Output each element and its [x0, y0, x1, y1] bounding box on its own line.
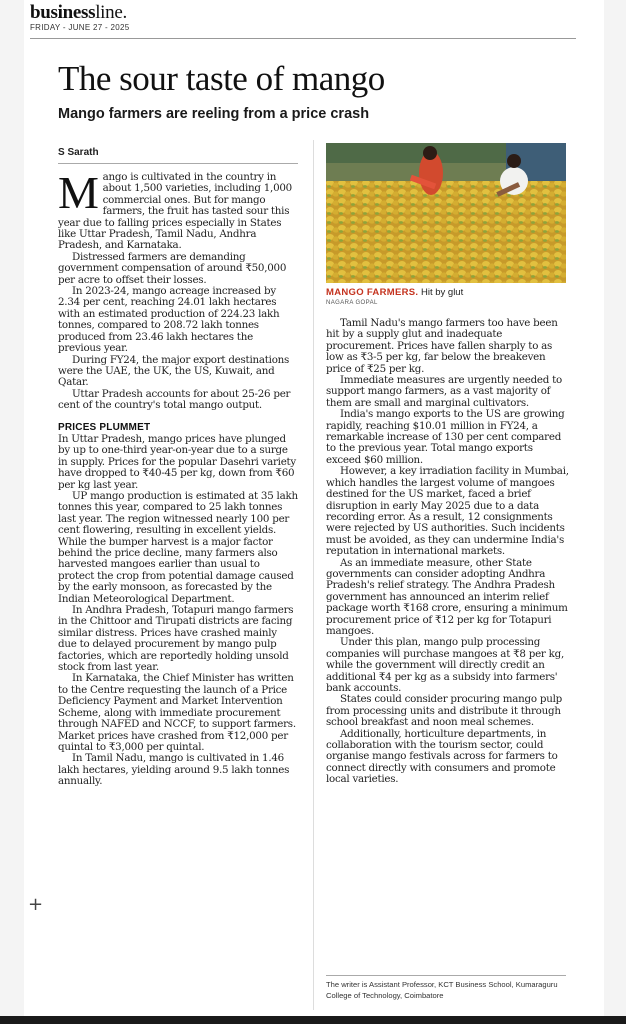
paragraph: Immediate measures are urgently needed to support mango farmers, as a vast majority of them are small and marginal cultivators. [326, 374, 562, 409]
paragraph: During FY24, the major export destinations were the UAE, the UK, the US, Kuwait, and Qatar. [58, 353, 290, 389]
paragraph: In Karnataka, the Chief Minister has written to the Centre requesting the launch of a Price Deficiency Payment and Market Intervention Scheme, along with immediate procurement through NAFED and NCCF, to support farmers. Market prices have crashed from ₹12,000 per quintal to ₹3,000 per quintal. [58, 672, 296, 753]
masthead-rule [30, 38, 576, 39]
paragraph: Distressed farmers are demanding government compensation of around ₹50,000 per acre to offset their losses. [58, 250, 287, 286]
brand-light: line. [95, 2, 127, 23]
intro-text: ango is cultivated in the country in about 1,500 varieties, including 1,000 commercial ones. But for mango farmers, the fruit has tasted sour this year due to falling prices especially in States like Uttar Pradesh, Tamil Nadu, Andhra Pradesh, and Karnataka. [58, 171, 292, 252]
paragraph: Under this plan, mango pulp processing companies will purchase mangoes at ₹8 per kg, while the government will directly credit an additional ₹4 per kg as a subsidy into farmers' bank accounts. [326, 636, 564, 694]
author-bio: The writer is Assistant Professor, KCT Business School, Kumaraguru College of Technology, Coimbatore [326, 980, 558, 1000]
intro-paragraph [58, 167, 298, 252]
section-heading: PRICES PLUMMET [58, 421, 151, 433]
paragraph: India's mango exports to the US are growing rapidly, reaching $10.01 million in FY24, a remarkable increase of 130 per cent compared to the previous year. Total mango exports exceed $60 million. [326, 408, 565, 466]
byline: S Sarath [58, 147, 99, 158]
drop-cap: M [58, 167, 99, 218]
photo-credit: NAGARA GOPAL [326, 300, 378, 306]
paragraph: However, a key irradiation facility in Mumbai, which handles the largest volume of mangoes destined for the US market, faced a brief disruption in early May 2025 due to a data recording error. As a result, 12 consignments were rejected by US authorities. Such incidents must be avoided, as they can undermine India's reputation in international markets. [326, 465, 569, 558]
headline: The sour taste of mango [58, 59, 385, 98]
paragraph: UP mango production is estimated at 35 lakh tonnes this year, compared to 25 lakh tonnes last year. The region witnessed nearly 100 per cent flowering, resulting in excellent yields. While the bumper harvest is a major factor behind the price decline, many farmers also harvested mangoes earlier than usual to protect the crop from potential damage caused by the early monsoon, as forecasted by the Indian Meteorological Department. [58, 489, 298, 605]
right-margin [604, 0, 626, 1024]
subheadline: Mango farmers are reeling from a price crash [58, 106, 370, 122]
bottom-bar [0, 1016, 626, 1024]
photo-caption [326, 287, 463, 298]
paragraph: States could consider procuring mango pulp from processing units and distribute it through school breakfast and noon meal schemes. [326, 693, 562, 729]
paragraph: As an immediate measure, other State governments can consider adopting Andhra Pradesh's relief strategy. The Andhra Pradesh government has announced an interim relief package worth ₹168 crore, ensuring a minimum procurement price of ₹12 per kg for Totapuri mangoes. [326, 556, 568, 637]
paragraph: In Andhra Pradesh, Totapuri mango farmers in the Chittoor and Tirupati districts are facing similar distress. Prices have crashed mainly due to delayed procurement by mango pulp factories, which are reportedly holding unsold stock from last year. [58, 604, 294, 674]
caption-lead: MANGO FARMERS. [326, 287, 419, 298]
paragraph: Uttar Pradesh accounts for about 25-26 per cent of the country's total mango output. [58, 387, 291, 412]
byline-rule [58, 163, 298, 164]
paragraph: Tamil Nadu's mango farmers too have been hit by a supply glut and inadequate procurement. Prices have fallen sharply to as low as ₹3-5 per kg, far below the breakeven price of ₹25 per kg. [326, 317, 558, 375]
paragraph: In Uttar Pradesh, mango prices have plunged by up to one-third year-on-year due to a surge in supply. Prices for the popular Dasehri variety have dropped to ₹40-45 per kg, down from ₹60 per kg last year. [58, 432, 296, 491]
bio-rule [326, 975, 566, 976]
brand-bold: business [30, 2, 96, 23]
paragraph: Additionally, horticulture departments, in collaboration with the tourism sector, could organise mango festivals across for farmers to connect directly with consumers and promote local varieties. [326, 727, 558, 786]
article-column-1 [58, 167, 298, 788]
left-margin [0, 0, 24, 1024]
mango-market-photo [326, 143, 566, 283]
paragraph: In Tamil Nadu, mango is cultivated in 1.46 lakh hectares, yielding around 9.5 lakh tonnes annually. [58, 752, 290, 788]
caption-text: Hit by glut [420, 287, 464, 298]
paragraph: In 2023-24, mango acreage increased by 2.34 per cent, reaching 24.01 lakh hectares with an estimated production of 224.23 lakh tonnes, compared to 208.72 lakh tonnes produced from 23.46 lakh hectares the previous year. [58, 285, 280, 355]
masthead-logo [30, 2, 127, 24]
article-column-2 [326, 318, 570, 786]
column-divider [313, 140, 314, 1010]
dateline: FRIDAY - JUNE 27 - 2025 [30, 23, 130, 32]
zoom-plus-icon[interactable]: + [28, 894, 44, 915]
